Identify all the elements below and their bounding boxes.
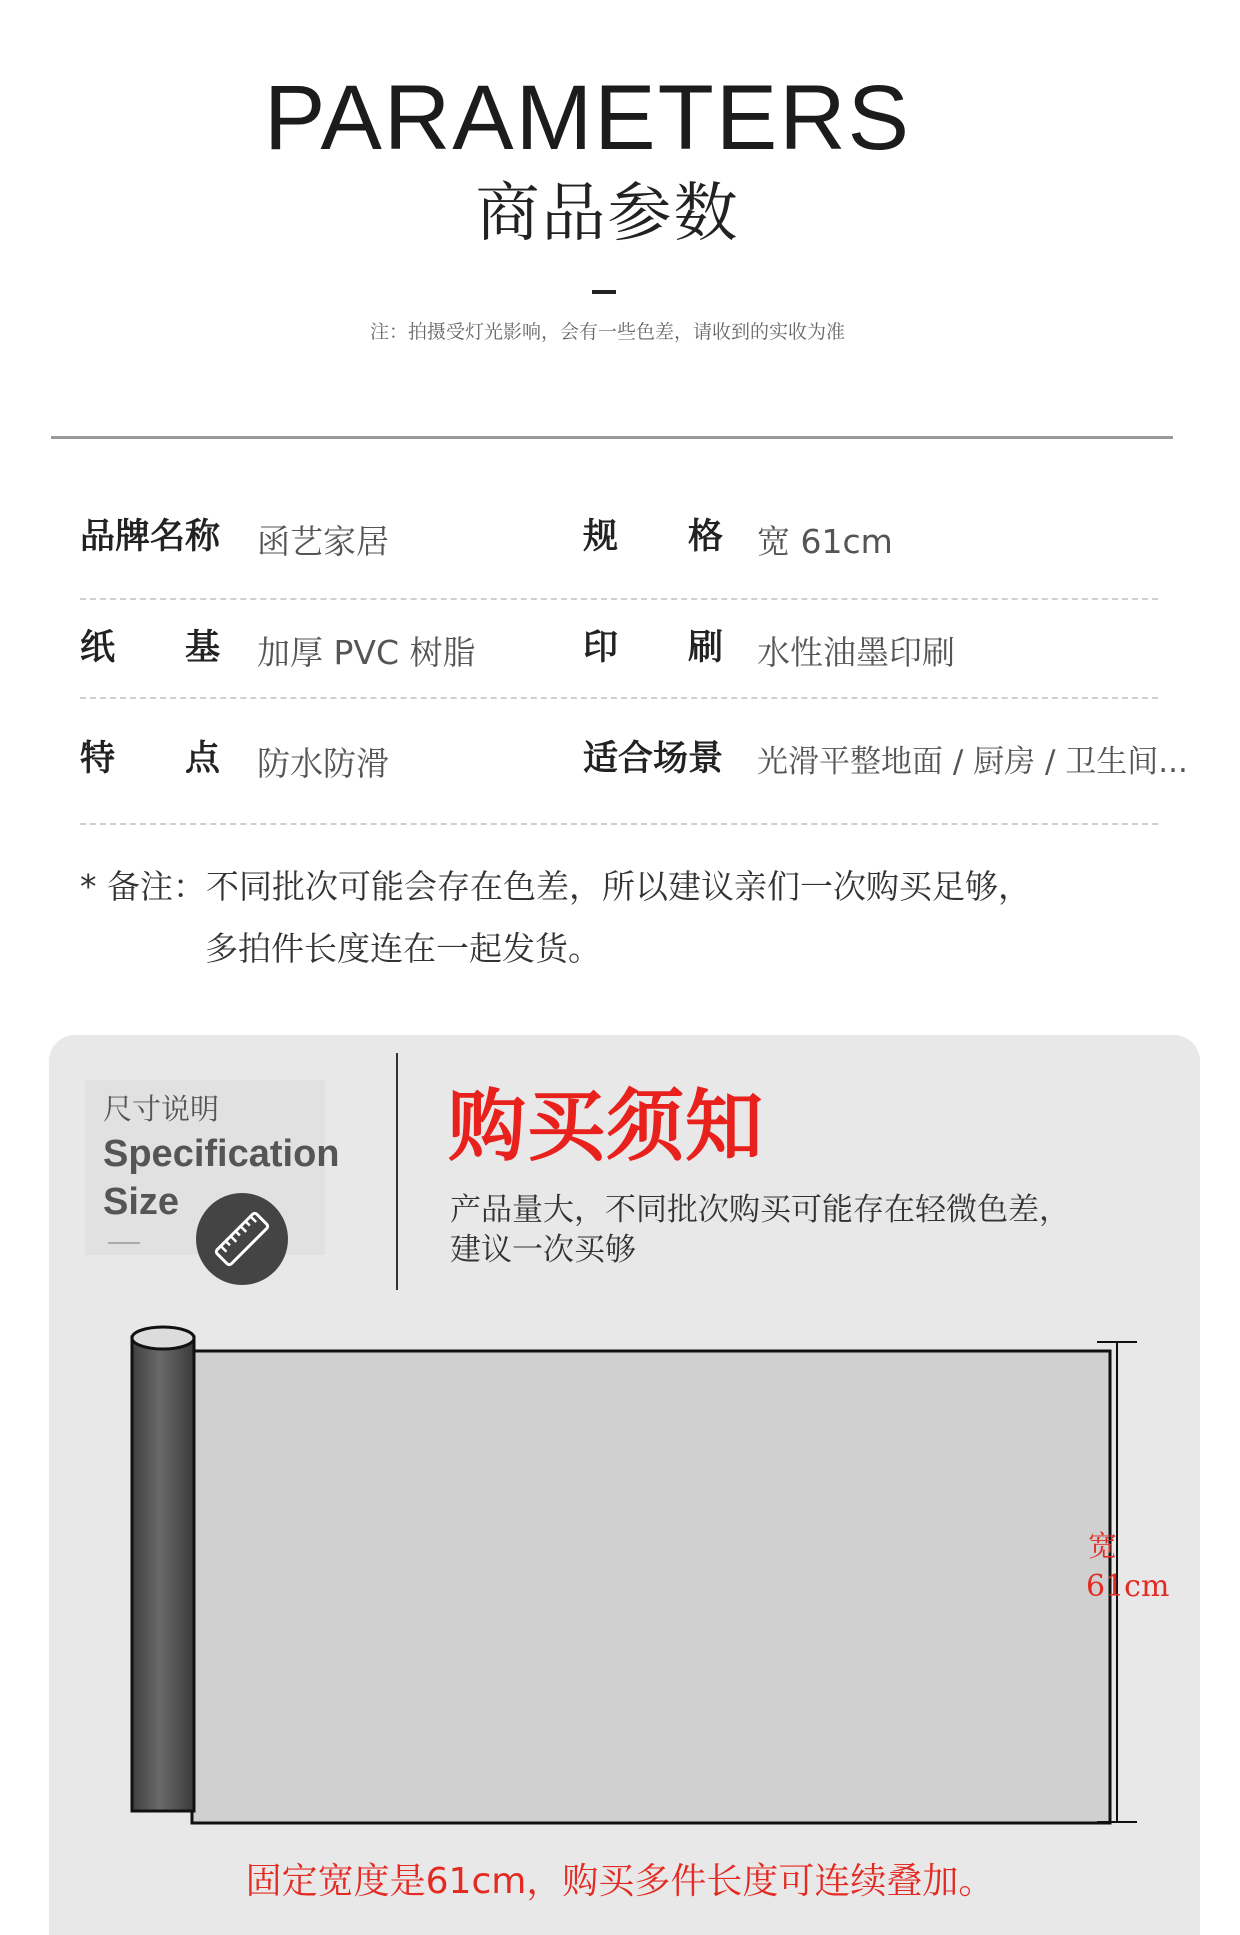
spec-dash	[108, 1242, 140, 1244]
param-value-feature: 防水防滑	[257, 744, 389, 783]
spec-size-en-1: Specification	[103, 1133, 340, 1175]
param-label-scene: 适合场景	[583, 739, 724, 779]
remark-line-2: 多拍件长度连在一起发货。	[205, 929, 601, 968]
title-divider	[592, 290, 616, 294]
row-divider	[80, 823, 1158, 825]
param-value-print: 水性油墨印刷	[757, 633, 955, 672]
page-title-cn: 商品参数	[475, 177, 740, 251]
notice-body-line-2: 建议一次买够	[450, 1232, 636, 1268]
ruler-icon	[196, 1193, 288, 1285]
roll-cylinder	[132, 1337, 194, 1811]
roll-top	[132, 1327, 194, 1349]
notice-title: 购买须知	[448, 1082, 765, 1172]
param-label-brand: 品牌名称	[80, 517, 221, 557]
spec-size-cn: 尺寸说明	[103, 1092, 220, 1126]
width-label-value: 61cm	[1086, 1569, 1170, 1604]
param-label-spec: 规 格	[583, 517, 724, 557]
section-rule	[51, 436, 1173, 439]
row-divider	[80, 697, 1158, 699]
param-label-base: 纸 基	[80, 628, 221, 668]
page-title-en: PARAMETERS	[263, 67, 912, 169]
row-divider	[80, 598, 1158, 600]
width-label-cn: 宽	[1088, 1529, 1118, 1563]
param-label-feature: 特 点	[80, 739, 221, 779]
panel-divider	[396, 1053, 398, 1290]
roll-illustration	[120, 1325, 1160, 1825]
color-note: 注：拍摄受灯光影响，会有一些色差，请收到的实收为准	[369, 321, 845, 343]
remark-line-1: * 备注：不同批次可能会存在色差，所以建议亲们一次购买足够，	[80, 867, 1031, 906]
notice-body-line-1: 产品量大，不同批次购买可能存在轻微色差，	[450, 1192, 1070, 1228]
bottom-width-note: 固定宽度是61cm，购买多件长度可连续叠加。	[245, 1861, 995, 1902]
param-value-scene: 光滑平整地面 / 厨房 / 卫生间...	[757, 744, 1188, 780]
param-value-brand: 函艺家居	[257, 522, 389, 561]
spec-size-en-2: Size	[103, 1181, 180, 1223]
param-value-base: 加厚 PVC 树脂	[257, 633, 476, 672]
sheet-rect	[192, 1351, 1110, 1823]
param-value-spec: 宽 61cm	[757, 522, 893, 561]
param-label-print: 印 刷	[583, 628, 724, 668]
